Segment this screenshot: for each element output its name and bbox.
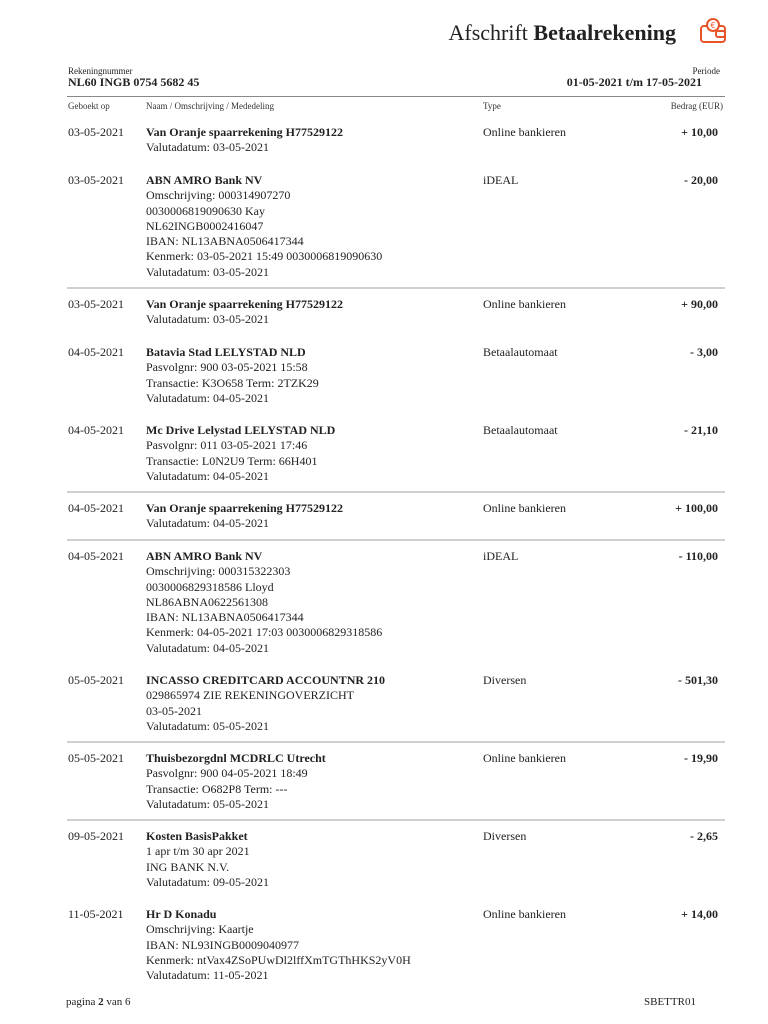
tx-detail: Kenmerk: 03-05-2021 15:49 0030006819090630 [146, 249, 383, 264]
tx-description [146, 751, 326, 812]
tx-detail: IBAN: NL93INGB0009040977 [146, 937, 299, 952]
period-label: Periode [692, 66, 720, 76]
tx-date: 11-05-2021 [68, 907, 124, 921]
tx-description [146, 501, 343, 532]
tx-detail: Valutadatum: 04-05-2021 [146, 640, 269, 655]
tx-description [146, 549, 382, 656]
tx-title: Van Oranje spaarrekening H77529122 [146, 501, 344, 515]
account-label: Rekeningnummer [68, 66, 133, 76]
tx-description [146, 345, 319, 406]
tx-amount: - 2,65 [690, 829, 718, 843]
tx-detail: Valutadatum: 04-05-2021 [146, 516, 269, 531]
tx-date: 04-05-2021 [68, 501, 124, 515]
tx-description [146, 173, 382, 280]
tx-type: Online bankieren [483, 297, 566, 311]
tx-amount: - 21,10 [684, 423, 718, 437]
tx-amount: + 100,00 [675, 501, 718, 515]
document-code: SBETTR01 [644, 996, 696, 1008]
tx-type: Online bankieren [483, 907, 566, 921]
tx-detail: Valutadatum: 04-05-2021 [146, 468, 269, 483]
tx-amount: + 14,00 [681, 907, 718, 921]
tx-description [146, 297, 343, 328]
tx-description [146, 673, 385, 734]
tx-detail: IBAN: NL13ABNA0506417344 [146, 610, 304, 625]
page-title [448, 20, 676, 46]
tx-detail: 0030006829318586 Lloyd [146, 579, 274, 594]
tx-detail: 0030006819090630 Kay [146, 203, 265, 218]
tx-description [146, 907, 411, 983]
tx-detail: Omschrijving: 000315322303 [146, 564, 291, 579]
tx-date: 03-05-2021 [68, 125, 124, 139]
tx-title: ABN AMRO Bank NV [146, 173, 263, 187]
period-value: 01-05-2021 t/m 17-05-2021 [566, 75, 702, 89]
tx-detail: Valutadatum: 11-05-2021 [146, 968, 269, 983]
header-divider [67, 96, 725, 97]
tx-title: INCASSO CREDITCARD ACCOUNTNR 210 [146, 673, 386, 687]
row-divider [67, 287, 725, 289]
title-prefix: Afschrift [448, 20, 528, 45]
col-date-header: Geboekt op [68, 101, 110, 111]
tx-description [146, 829, 269, 890]
tx-detail: Valutadatum: 04-05-2021 [146, 390, 269, 405]
tx-detail: Transactie: L0N2U9 Term: 66H401 [146, 453, 318, 468]
row-divider [67, 741, 725, 743]
tx-detail: Omschrijving: Kaartje [146, 922, 254, 937]
tx-title: Van Oranje spaarrekening H77529122 [146, 125, 344, 139]
tx-detail: Valutadatum: 05-05-2021 [146, 718, 269, 733]
tx-amount: - 20,00 [684, 173, 718, 187]
tx-title: ABN AMRO Bank NV [146, 549, 263, 563]
tx-amount: - 3,00 [690, 345, 718, 359]
tx-type: Diversen [483, 829, 527, 843]
tx-date: 05-05-2021 [68, 673, 124, 687]
col-desc-header: Naam / Omschrijving / Mededeling [146, 101, 274, 111]
tx-description [146, 125, 343, 156]
tx-type: Diversen [483, 673, 527, 687]
page-number: 2 [98, 996, 104, 1008]
tx-detail: NL62INGB0002416047 [146, 218, 264, 233]
tx-detail: Pasvolgnr: 011 03-05-2021 17:46 [146, 438, 308, 453]
tx-detail: Valutadatum: 03-05-2021 [146, 140, 269, 155]
tx-date: 03-05-2021 [68, 173, 124, 187]
tx-detail: Valutadatum: 03-05-2021 [146, 264, 269, 279]
page-label: pagina [66, 996, 96, 1008]
row-divider [67, 819, 725, 821]
page-total: van 6 [106, 996, 131, 1008]
tx-detail: IBAN: NL13ABNA0506417344 [146, 234, 304, 249]
title-main: Betaalrekening [533, 20, 676, 45]
tx-type: Online bankieren [483, 125, 566, 139]
tx-amount: - 110,00 [678, 549, 718, 563]
tx-detail: Omschrijving: 000314907270 [146, 188, 291, 203]
tx-detail: Kenmerk: ntVax4ZSoPUwDl2lffXmTGThHKS2yV0H [146, 952, 411, 967]
tx-date: 03-05-2021 [68, 297, 124, 311]
tx-detail: Pasvolgnr: 900 04-05-2021 18:49 [146, 766, 308, 781]
tx-type: iDEAL [483, 549, 519, 563]
tx-amount: - 19,90 [684, 751, 718, 765]
tx-date: 09-05-2021 [68, 829, 124, 843]
tx-amount: - 501,30 [678, 673, 718, 687]
tx-detail: Valutadatum: 03-05-2021 [146, 312, 269, 327]
tx-detail: Valutadatum: 05-05-2021 [146, 796, 269, 811]
tx-title: Hr D Konadu [146, 907, 217, 921]
col-type-header: Type [483, 101, 501, 111]
tx-detail: Pasvolgnr: 900 03-05-2021 15:58 [146, 360, 308, 375]
tx-title: Batavia Stad LELYSTAD NLD [146, 345, 306, 359]
tx-title: Mc Drive Lelystad LELYSTAD NLD [146, 423, 336, 437]
tx-amount: + 10,00 [681, 125, 718, 139]
tx-detail: NL86ABNA0622561308 [146, 594, 268, 609]
tx-detail: 029865974 ZIE REKENINGOVERZICHT [146, 688, 354, 703]
tx-type: Online bankieren [483, 751, 566, 765]
tx-date: 04-05-2021 [68, 549, 124, 563]
tx-type: Online bankieren [483, 501, 566, 515]
tx-detail: 1 apr t/m 30 apr 2021 [146, 844, 250, 859]
tx-date: 05-05-2021 [68, 751, 124, 765]
row-divider [67, 539, 725, 541]
tx-detail: Kenmerk: 04-05-2021 17:03 0030006829318586 [146, 625, 383, 640]
row-divider [67, 491, 725, 493]
account-number: NL60 INGB 0754 5682 45 [68, 75, 200, 89]
tx-detail: Transactie: K3O658 Term: 2TZK29 [146, 375, 319, 390]
tx-title: Kosten BasisPakket [146, 829, 248, 843]
tx-date: 04-05-2021 [68, 345, 124, 359]
tx-type: iDEAL [483, 173, 519, 187]
col-amount-header: Bedrag (EUR) [670, 101, 723, 111]
tx-description [146, 423, 335, 484]
tx-date: 04-05-2021 [68, 423, 124, 437]
tx-detail: ING BANK N.V. [146, 859, 230, 874]
tx-title: Thuisbezorgdnl MCDRLC Utrecht [146, 751, 326, 765]
tx-detail: Valutadatum: 09-05-2021 [146, 874, 269, 889]
tx-detail: Transactie: O682P8 Term: --- [146, 781, 288, 796]
wallet-euro-icon [699, 17, 727, 45]
tx-type: Betaalautomaat [483, 423, 558, 437]
svg-text:€: € [710, 21, 716, 30]
tx-detail: 03-05-2021 [146, 703, 202, 718]
tx-amount: + 90,00 [681, 297, 718, 311]
tx-title: Van Oranje spaarrekening H77529122 [146, 297, 344, 311]
page-indicator [66, 996, 130, 1008]
tx-type: Betaalautomaat [483, 345, 558, 359]
